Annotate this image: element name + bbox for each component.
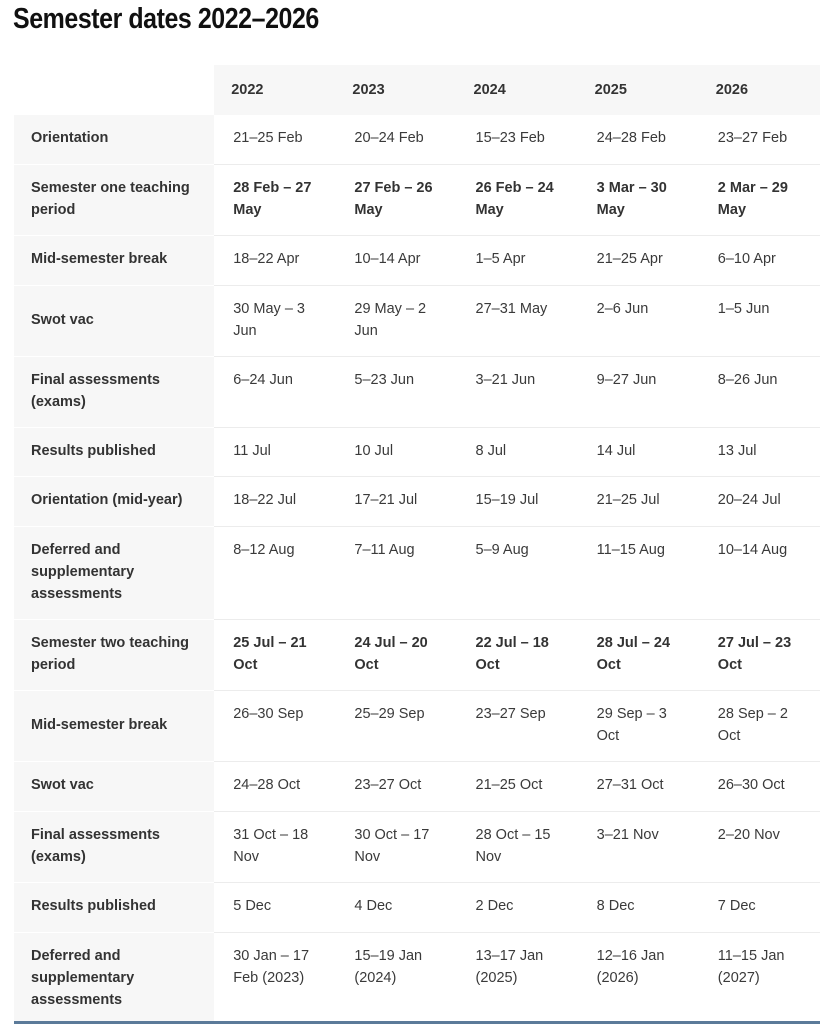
table-cell: 25 Jul – 21 Oct (214, 619, 335, 690)
row-label: Orientation (mid-year) (14, 476, 214, 526)
table-row (14, 619, 820, 690)
table-cell: 4 Dec (335, 882, 456, 932)
table-cell: 28 Feb – 27 May (214, 164, 335, 235)
table-cell: 27 Feb – 26 May (335, 164, 456, 235)
row-label: Mid-semester break (14, 690, 214, 761)
table-cell: 2–20 Nov (699, 811, 820, 882)
table-cell: 14 Jul (578, 427, 699, 476)
table-cell: 22 Jul – 18 Oct (457, 619, 578, 690)
row-label: Semester two teaching period (14, 619, 214, 690)
table-cell: 29 Sep – 3 Oct (578, 690, 699, 761)
table-cell: 27 Jul – 23 Oct (699, 619, 820, 690)
row-label: Swot vac (14, 285, 214, 356)
table-cell: 23–27 Feb (699, 115, 820, 164)
semester-dates-table (14, 65, 820, 1024)
header-corner-cell (14, 65, 214, 115)
table-row (14, 761, 820, 811)
table-cell: 7 Dec (699, 882, 820, 932)
table-cell: 11–15 Aug (578, 526, 699, 619)
table-cell: 6–24 Jun (214, 356, 335, 427)
row-label: Final assessments (exams) (14, 811, 214, 882)
table-row (14, 882, 820, 932)
table-row (14, 115, 820, 164)
table-cell: 18–22 Apr (214, 235, 335, 285)
header-row (14, 65, 820, 115)
table-cell: 7–11 Aug (335, 526, 456, 619)
table-cell: 5–9 Aug (457, 526, 578, 619)
table-cell: 11 Jul (214, 427, 335, 476)
table-cell: 1–5 Jun (699, 285, 820, 356)
row-label: Swot vac (14, 761, 214, 811)
row-label: Semester one teaching period (14, 164, 214, 235)
table-cell: 5–23 Jun (335, 356, 456, 427)
table-cell: 26–30 Sep (214, 690, 335, 761)
table-row (14, 811, 820, 882)
table-cell: 20–24 Feb (335, 115, 456, 164)
table-cell: 5 Dec (214, 882, 335, 932)
table-cell: 2–6 Jun (578, 285, 699, 356)
column-header-2025: 2025 (578, 65, 699, 115)
table-cell: 26 Feb – 24 May (457, 164, 578, 235)
table-cell: 24–28 Oct (214, 761, 335, 811)
table-cell: 31 Oct – 18 Nov (214, 811, 335, 882)
table-row (14, 164, 820, 235)
table-cell: 2 Dec (457, 882, 578, 932)
table-cell: 21–25 Apr (578, 235, 699, 285)
table-cell: 15–23 Feb (457, 115, 578, 164)
row-label: Mid-semester break (14, 235, 214, 285)
table-cell: 24–28 Feb (578, 115, 699, 164)
table-cell: 23–27 Oct (335, 761, 456, 811)
table-cell: 8 Dec (578, 882, 699, 932)
table-header (14, 65, 820, 115)
table-cell: 24 Jul – 20 Oct (335, 619, 456, 690)
table-cell: 30 Oct – 17 Nov (335, 811, 456, 882)
table-cell: 21–25 Oct (457, 761, 578, 811)
table-cell: 25–29 Sep (335, 690, 456, 761)
table-cell: 3 Mar – 30 May (578, 164, 699, 235)
table-cell: 10–14 Apr (335, 235, 456, 285)
row-label: Orientation (14, 115, 214, 164)
table-cell: 17–21 Jul (335, 476, 456, 526)
row-label: Deferred and supplementary assessments (14, 932, 214, 1024)
table-cell: 30 May – 3 Jun (214, 285, 335, 356)
table-cell: 21–25 Jul (578, 476, 699, 526)
table-row (14, 690, 820, 761)
table-row (14, 235, 820, 285)
table-cell: 28 Oct – 15 Nov (457, 811, 578, 882)
semester-dates-table-container (14, 65, 820, 1024)
column-header-2022: 2022 (214, 65, 335, 115)
table-cell: 27–31 Oct (578, 761, 699, 811)
table-cell: 15–19 Jan (2024) (335, 932, 456, 1024)
table-cell: 12–16 Jan (2026) (578, 932, 699, 1024)
row-label: Results published (14, 427, 214, 476)
table-cell: 2 Mar – 29 May (699, 164, 820, 235)
table-cell: 30 Jan – 17 Feb (2023) (214, 932, 335, 1024)
column-header-2026: 2026 (699, 65, 820, 115)
row-label: Final assessments (exams) (14, 356, 214, 427)
table-cell: 8–12 Aug (214, 526, 335, 619)
row-label: Deferred and supplementary assessments (14, 526, 214, 619)
table-cell: 28 Jul – 24 Oct (578, 619, 699, 690)
table-row (14, 356, 820, 427)
table-cell: 1–5 Apr (457, 235, 578, 285)
table-cell: 10 Jul (335, 427, 456, 476)
table-row (14, 285, 820, 356)
table-row (14, 932, 820, 1024)
table-cell: 13–17 Jan (2025) (457, 932, 578, 1024)
table-cell: 29 May – 2 Jun (335, 285, 456, 356)
column-header-2024: 2024 (457, 65, 578, 115)
table-cell: 3–21 Jun (457, 356, 578, 427)
table-body (14, 115, 820, 1024)
table-cell: 8–26 Jun (699, 356, 820, 427)
table-cell: 3–21 Nov (578, 811, 699, 882)
page-title: Semester dates 2022–2026 (13, 3, 319, 35)
table-cell: 6–10 Apr (699, 235, 820, 285)
table-cell: 26–30 Oct (699, 761, 820, 811)
table-cell: 8 Jul (457, 427, 578, 476)
table-row (14, 526, 820, 619)
table-cell: 21–25 Feb (214, 115, 335, 164)
table-cell: 20–24 Jul (699, 476, 820, 526)
table-cell: 15–19 Jul (457, 476, 578, 526)
table-row (14, 476, 820, 526)
table-cell: 28 Sep – 2 Oct (699, 690, 820, 761)
column-header-2023: 2023 (335, 65, 456, 115)
table-cell: 23–27 Sep (457, 690, 578, 761)
table-cell: 11–15 Jan (2027) (699, 932, 820, 1024)
table-cell: 10–14 Aug (699, 526, 820, 619)
table-cell: 9–27 Jun (578, 356, 699, 427)
row-label: Results published (14, 882, 214, 932)
table-row (14, 427, 820, 476)
table-cell: 18–22 Jul (214, 476, 335, 526)
table-cell: 13 Jul (699, 427, 820, 476)
table-cell: 27–31 May (457, 285, 578, 356)
